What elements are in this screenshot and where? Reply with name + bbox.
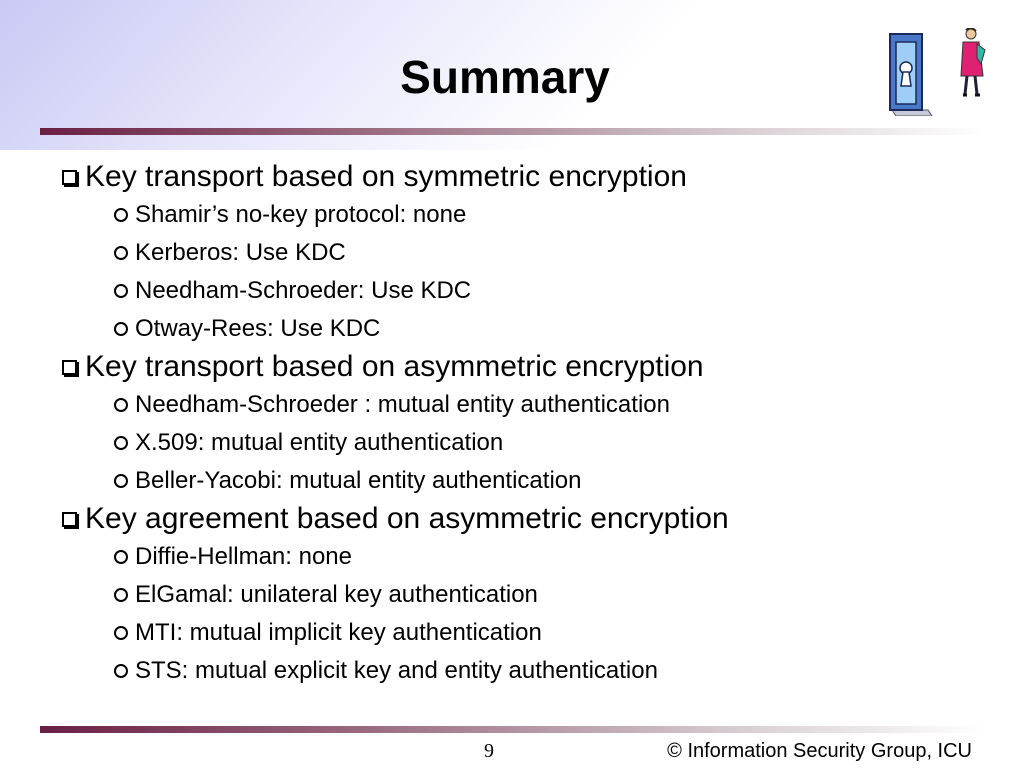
circle-bullet-icon (114, 474, 128, 488)
circle-bullet-icon (114, 550, 128, 564)
circle-bullet-icon (114, 208, 128, 222)
bullet-list (62, 158, 1002, 690)
list-item: Diffie-Hellman: none (114, 538, 1002, 576)
keyhole-door-icon (884, 30, 934, 116)
circle-bullet-icon (114, 284, 128, 298)
slide-title: Summary (400, 51, 610, 103)
footer-copyright: © Information Security Group, ICU (667, 740, 972, 762)
list-item: Otway-Rees: Use KDC (114, 310, 1002, 348)
circle-bullet-icon (114, 398, 128, 412)
list-item: Needham-Schroeder: Use KDC (114, 272, 1002, 310)
circle-bullet-icon (114, 322, 128, 336)
section-heading: Key transport based on asymmetric encryption (62, 348, 1002, 386)
list-item: Needham-Schroeder : mutual entity authentication (114, 386, 1002, 424)
section-heading: Key transport based on symmetric encryption (62, 158, 1002, 196)
square-bullet-icon (62, 170, 77, 185)
page-number: 9 (484, 740, 494, 762)
list-item: STS: mutual explicit key and entity authentication (114, 652, 1002, 690)
list-item: Beller-Yacobi: mutual entity authentication (114, 462, 1002, 500)
section-heading: Key agreement based on asymmetric encryption (62, 500, 1002, 538)
list-item: Kerberos: Use KDC (114, 234, 1002, 272)
circle-bullet-icon (114, 588, 128, 602)
top-divider (40, 128, 985, 135)
list-item: X.509: mutual entity authentication (114, 424, 1002, 462)
bottom-divider (40, 726, 985, 733)
square-bullet-icon (62, 360, 77, 375)
person-icon (953, 28, 987, 100)
list-item: Shamir’s no-key protocol: none (114, 196, 1002, 234)
list-item: ElGamal: unilateral key authentication (114, 576, 1002, 614)
circle-bullet-icon (114, 246, 128, 260)
square-bullet-icon (62, 512, 77, 527)
list-item: MTI: mutual implicit key authentication (114, 614, 1002, 652)
circle-bullet-icon (114, 436, 128, 450)
circle-bullet-icon (114, 626, 128, 640)
circle-bullet-icon (114, 664, 128, 678)
